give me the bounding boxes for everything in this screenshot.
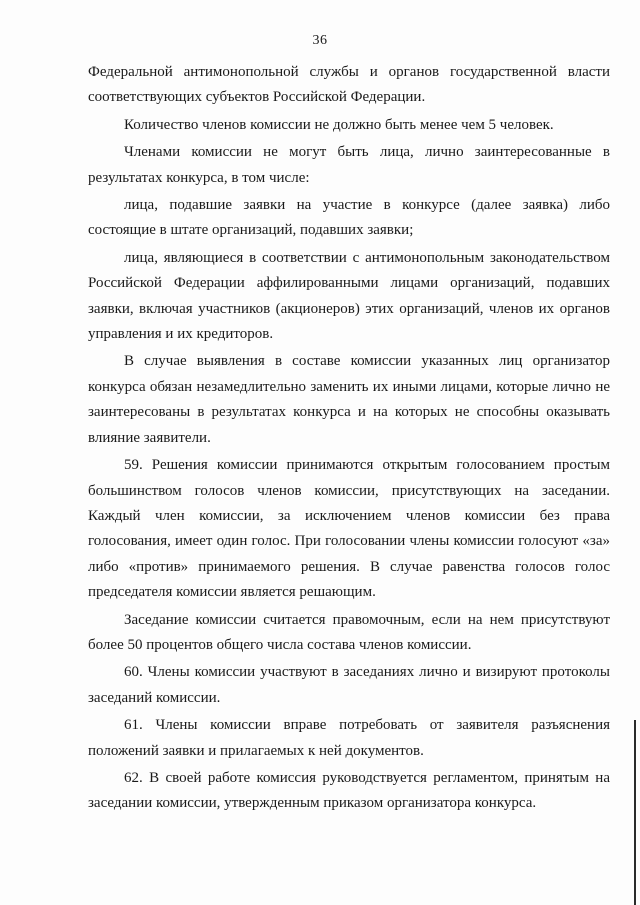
paragraph-applicants: лица, подавшие заявки на участие в конкурсе (далее заявка) либо состоящие в штате организаций, подавших заявки; [88, 197, 610, 239]
paragraph-item-59: 59. Решения комиссии принимаются открытым голосованием простым большинством голосов членов комиссии, присутствующих на заседании. Каждый член комиссии, за исключением членов комиссии без права голосования, имеет один голос. При голосовании члены комиссии голосуют «за» либо «против» принимаемого решения. В случае равенства голосов голос председателя комиссии является решающим. [88, 457, 610, 601]
paragraph-item-61: 61. Члены комиссии вправе потребовать от заявителя разъяснения положений заявки и прилагаемых к ней документов. [88, 717, 610, 759]
paragraph-commission-size: Количество членов комиссии не должно быть менее чем 5 человек. [124, 116, 554, 133]
document-body [88, 60, 610, 817]
paragraph-affiliated-persons: лица, являющиеся в соответствии с антимонопольным законодательством Российской Федерации аффилированными лицами организаций, подавших заявки, включая участников (акционеров) этих организаций, членов их органов управления и их кредиторов. [88, 249, 610, 343]
paragraph-item-60: 60. Члены комиссии участвуют в заседаниях лично и визируют протоколы заседаний комиссии. [88, 664, 610, 706]
page-number: 36 [312, 33, 328, 48]
paragraph-excluded-members: Членами комиссии не могут быть лица, лично заинтересованные в результатах конкурса, в том числе: [88, 144, 610, 186]
paragraph-quorum: Заседание комиссии считается правомочным, если на нем присутствуют более 50 процентов общего числа состава членов комиссии. [88, 611, 610, 653]
paragraph-replacement: В случае выявления в составе комиссии указанных лиц организатор конкурса обязан незамедлительно заменить их иными лицами, которые лично не заинтересованы в результатах конкурса и на которых не способны оказывать влияние заявители. [88, 353, 610, 446]
paragraph-continuation: Федеральной антимонопольной службы и органов государственной власти соответствующих субъектов Российской Федерации. [88, 64, 610, 106]
scan-edge-line [634, 720, 636, 905]
paragraph-item-62: 62. В своей работе комиссия руководствуется регламентом, принятым на заседании комиссии, утвержденным приказом организатора конкурса. [88, 769, 610, 812]
